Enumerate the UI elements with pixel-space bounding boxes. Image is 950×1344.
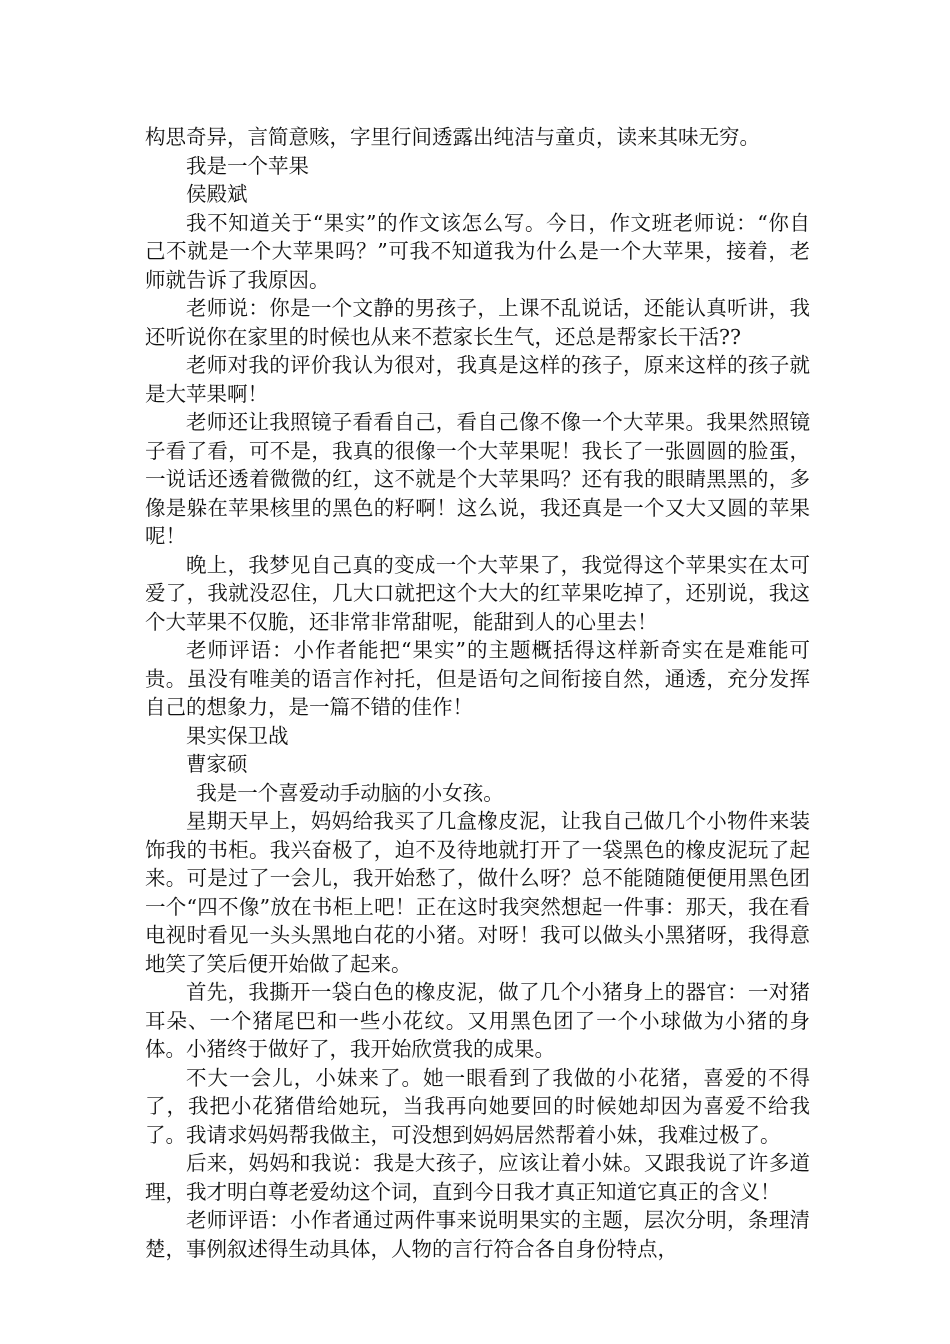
teacher-comment-2: 老师评语：小作者通过两件事来说明果实的主题，层次分明，条理清楚，事例叙述得生动具体，人物的言行符合各自身份特点， [145, 1208, 810, 1261]
essay-title-1: 我是一个苹果 [186, 153, 309, 178]
paragraph: 星期天早上，妈妈给我买了几盒橡皮泥，让我自己做几个小物件来装饰我的书柜。我兴奋极了，迫不及待地就打开了一袋黑色的橡皮泥玩了起来。可是过了一会儿，我开始愁了，做什么呀？总不能随随便便用黑色团一个“四不像”放在书柜上吧！正在这时我突然想起一件事：那天，我在看电视时看见一头头黑地白花的小猪。对呀！我可以做头小黑猪呀，我得意地笑了笑后便开始做了起来。 [145, 809, 810, 976]
paragraph-previous-comment-ending: 构思奇异，言简意赅，字里行间透露出纯洁与童贞，读来其味无穷。 [145, 125, 760, 149]
paragraph: 老师还让我照镜子看看自己，看自己像不像一个大苹果。我果然照镜子看了看，可不是，我真的很像一个大苹果呢！我长了一张圆圆的脸蛋，一说话还透着微微的红，这不就是个大苹果吗？还有我的眼睛黑黑的，多像是躲在苹果核里的黑色的籽啊！这么说，我还真是一个又大又圆的苹果呢！ [145, 410, 810, 548]
paragraph: 后来，妈妈和我说：我是大孩子，应该让着小妹。又跟我说了许多道理，我才明白尊老爱幼这个词，直到今日我才真正知道它真正的含义！ [145, 1151, 810, 1204]
teacher-comment-1: 老师评语：小作者能把“果实”的主题概括得这样新奇实在是难能可贵。虽没有唯美的语言作衬托，但是语句之间衔接自然，通透，充分发挥自己的想象力，是一篇不错的佳作！ [145, 638, 810, 719]
paragraph: 老师对我的评价我认为很对，我真是这样的孩子，原来这样的孩子就是大苹果啊！ [145, 353, 810, 406]
paragraph: 老师说：你是一个文静的男孩子，上课不乱说话，还能认真听讲，我还听说你在家里的时候也从来不惹家长生气，还总是帮家长干活?? [145, 296, 810, 349]
paragraph: 我是一个喜爱动手动脑的小女孩。 [196, 780, 504, 805]
paragraph: 晚上，我梦见自己真的变成一个大苹果了，我觉得这个苹果实在太可爱了，我就没忍住，几大口就把这个大大的红苹果吃掉了，还别说，我这个大苹果不仅脆，还非常非常甜呢，能甜到人的心里去！ [145, 552, 810, 634]
paragraph: 我不知道关于“果实”的作文该怎么写。今日，作文班老师说：“你自己不就是一个大苹果吗？”可我不知道我为什么是一个大苹果，接着，老师就告诉了我原因。 [145, 210, 810, 292]
paragraph: 首先，我撕开一袋白色的橡皮泥，做了几个小猪身上的器官：一对猪耳朵、一个猪尾巴和一些小花纹。又用黑色团了一个小球做为小猪的身体。小猪终于做好了，我开始欣赏我的成果。 [145, 980, 810, 1061]
document-body [145, 123, 810, 1263]
paragraph: 不大一会儿，小妹来了。她一眼看到了我做的小花猪，喜爱的不得了，我把小花猪借给她玩，当我再向她要回的时候她却因为喜爱不给我了。我请求妈妈帮我做主，可没想到妈妈居然帮着小妹，我难过极了。 [145, 1065, 810, 1147]
essay-author-2: 曹家硕 [186, 752, 248, 776]
essay-title-2: 果实保卫战 [186, 723, 289, 748]
essay-author-1: 侯殿斌 [186, 182, 248, 206]
